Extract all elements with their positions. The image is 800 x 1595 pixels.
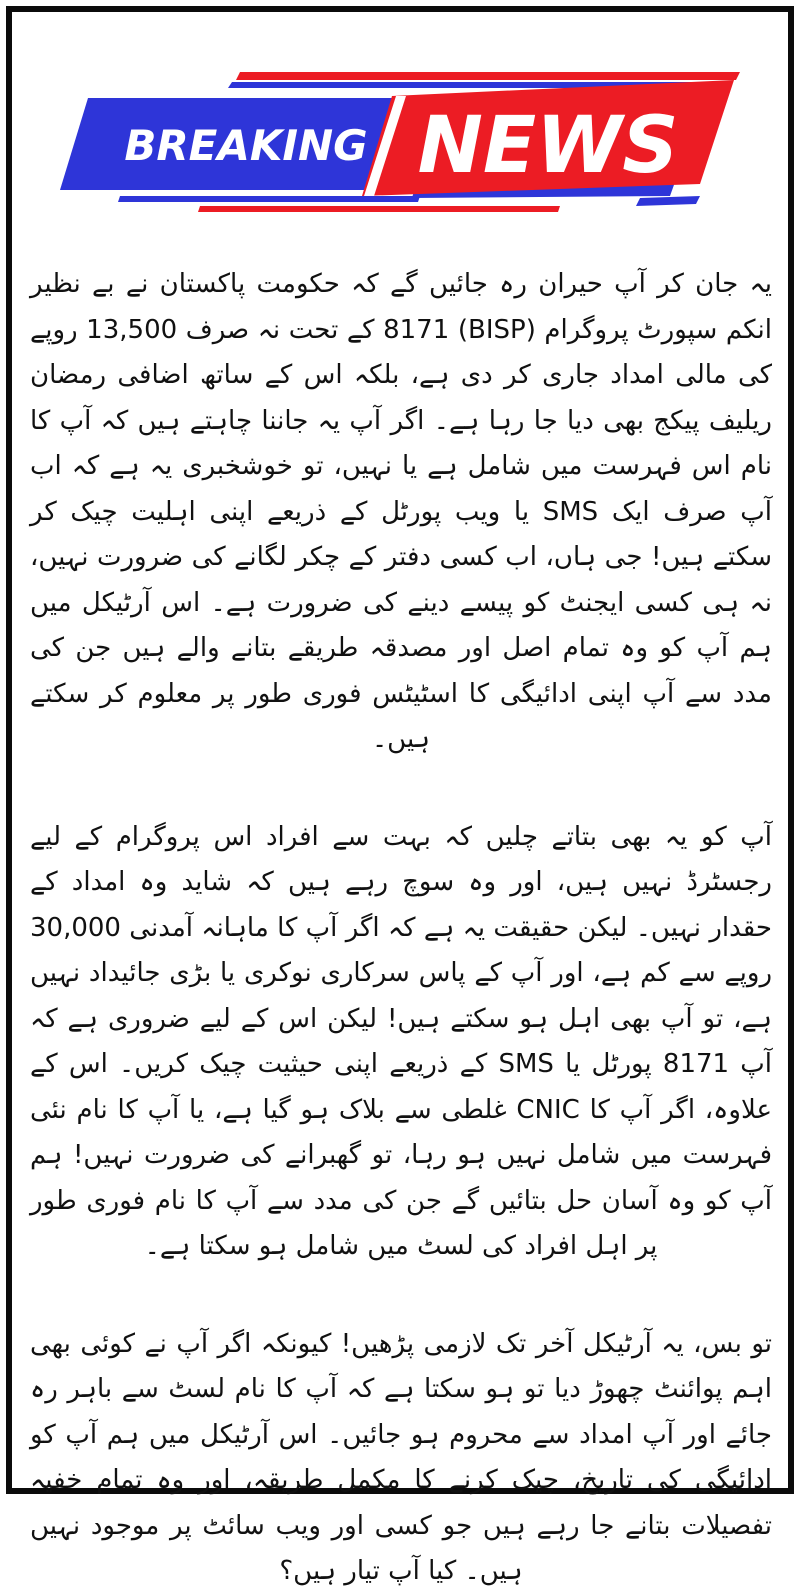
breaking-news-graphic [0,0,800,230]
article-paragraph-3: تو بس، یہ آرٹیکل آخر تک لازمی پڑھیں! کیونکہ اگر آپ نے کوئی بھی اہم پوائنٹ چھوڑ دیا تو ہو سکتا ہے کہ آپ کا نام لسٹ سے باہر رہ جائے اور آپ امداد سے محروم ہو جائیں۔ اس آرٹیکل میں ہم آپ کو ادائیگی کی تاریخ، چیک کرنے کا مکمل طریقہ، اور وہ تمام خفیہ تفصیلات بتانے جا رہے ہیں جو کسی اور ویب سائٹ پر موجود نہیں ہیں۔ کیا آپ تیار ہیں؟ [30,1328,772,1586]
bottom-red-stripe [198,206,560,212]
article-body [30,262,772,1595]
article-paragraph-2: آپ کو یہ بھی بتاتے چلیں کہ بہت سے افراد اس پروگرام کے لیے رجسٹرڈ نہیں ہیں، اور وہ سوچ رہے ہیں کہ شاید وہ امداد کے حقدار نہیں۔ لیکن حقیقت یہ ہے کہ اگر آپ کا ماہانہ آمدنی 30,000 روپے سے کم ہے، اور آپ کے پاس سرکاری نوکری یا بڑی جائیداد نہیں ہے، تو آپ بھی اہل ہو سکتے ہیں! لیکن اس کے لیے ضروری ہے کہ آپ 8171 پورٹل یا SMS کے ذریعے اپنی حیثیت چیک کریں۔ اس کے علاوہ، اگر آپ کا CNIC غلطی سے بلاک ہو گیا ہے، یا آپ کا نام نئی فہرست میں شامل نہیں ہو رہا، تو گھبرانے کی ضرورت نہیں! ہم آپ کو وہ آسان حل بتائیں گے جن کی مدد سے آپ کا نام فوری طور پر اہل افراد کی لسٹ میں شامل ہو سکتا ہے۔ [30,821,773,1261]
top-red-stripe [236,72,740,80]
bottom-blue-stripe [118,196,420,202]
bottom-right-stripe [636,196,700,206]
breaking-label: BREAKING [124,121,368,170]
breaking-news-banner [0,0,800,230]
news-label: NEWS [417,101,679,191]
article-paragraph-1: یہ جان کر آپ حیران رہ جائیں گے کہ حکومت پاکستان نے بے نظیر انکم سپورٹ پروگرام (BISP) 8171 کے تحت نہ صرف 13,500 روپے کی مالی امداد جاری کر دی ہے، بلکہ اس کے ساتھ اضافی رمضان ریلیف پیکج بھی دیا جا رہا ہے۔ اگر آپ یہ جاننا چاہتے ہیں کہ آپ کا نام اس فہرست میں شامل ہے یا نہیں، تو خوشخبری یہ ہے کہ اب آپ صرف ایک SMS یا ویب پورٹل کے ذریعے اپنی اہلیت چیک کر سکتے ہیں! جی ہاں، اب کسی دفتر کے چکر لگانے کی ضرورت نہیں، نہ ہی کسی ایجنٹ کو پیسے دینے کی ضرورت ہے۔ اس آرٹیکل میں ہم آپ کو وہ تمام اصل اور مصدقہ طریقے بتانے والے ہیں جن کی مدد سے آپ اپنی ادائیگی کا اسٹیٹس فوری طور پر معلوم کر سکتے ہیں۔ [30,269,772,754]
